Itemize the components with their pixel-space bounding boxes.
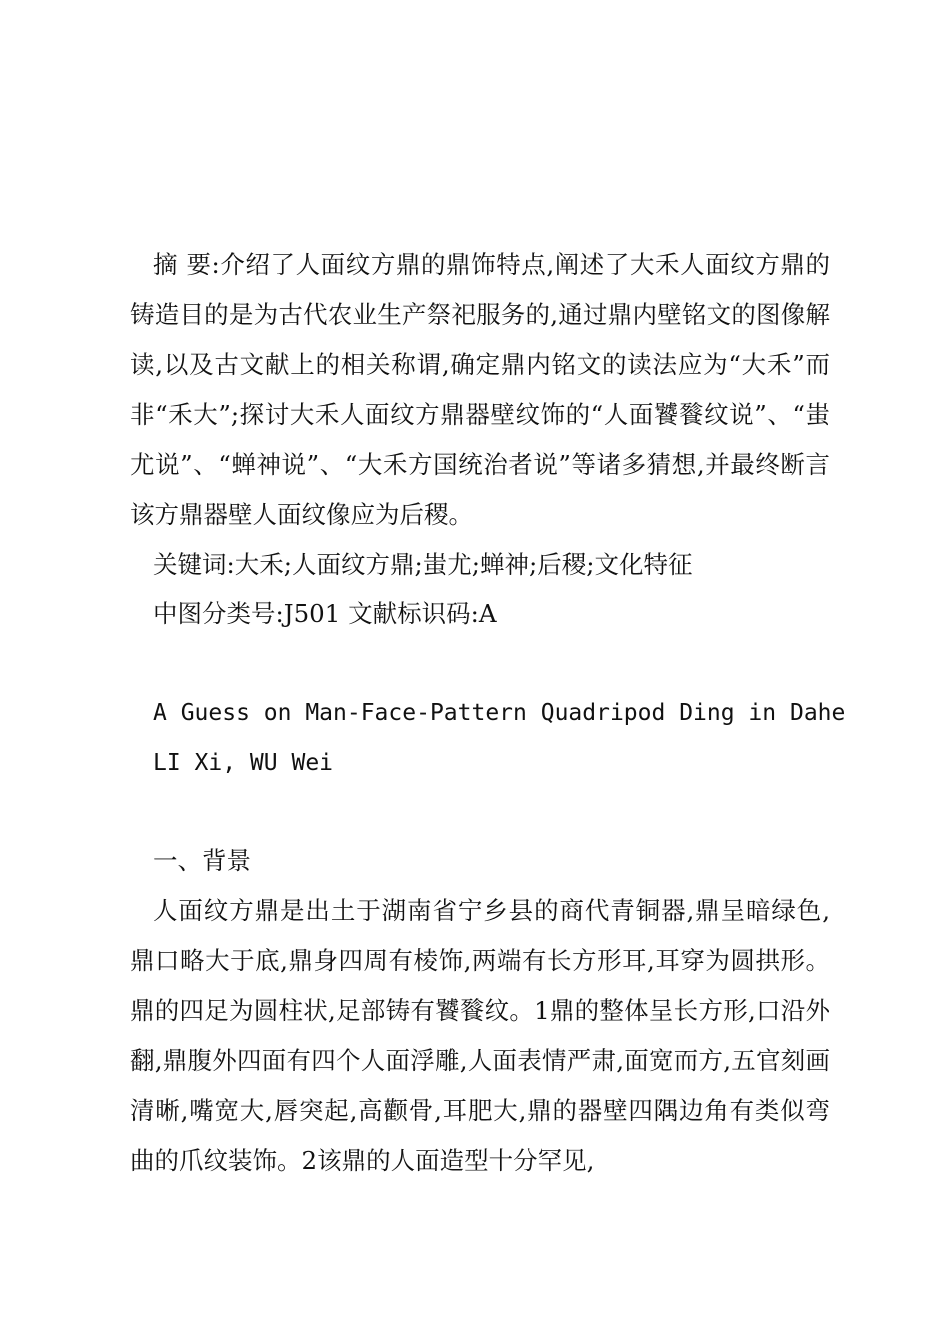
abstract-paragraph: 摘 要:介绍了人面纹方鼎的鼎饰特点,阐述了大禾人面纹方鼎的铸造目的是为古代农业生产祭祀服务的,通过鼎内壁铭文的图像解读,以及古文献上的相关称谓,确定鼎内铭文的读法应为“大禾”而非“禾大”;探讨大禾人面纹方鼎器壁纹饰的“人面饕餮纹说”、“蚩尤说”、“蝉神说”、“大禾方国统治者说”等诸多猜想,并最终断言该方鼎器壁人面纹像应为后稷。	[130, 250, 830, 529]
classification-line: 中图分类号:J501 文献标识码:A	[153, 599, 497, 628]
english-authors: LI Xi, WU Wei	[153, 750, 334, 776]
keywords-line: 关键词:大禾;人面纹方鼎;蚩尤;蝉神;后稷;文化特征	[153, 550, 693, 579]
section-heading: 一、背景	[153, 846, 251, 875]
body-paragraph: 人面纹方鼎是出土于湖南省宁乡县的商代青铜器,鼎呈暗绿色,鼎口略大于底,鼎身四周有棱饰,两端有长方形耳,耳穿为圆拱形。鼎的四足为圆柱状,足部铸有饕餮纹。1鼎的整体呈长方形,口沿外翻,鼎腹外四面有四个人面浮雕,人面表情严肃,面宽而方,五官刻画清晰,嘴宽大,唇突起,高颧骨,耳肥大,鼎的器壁四隅边角有类似弯曲的爪纹装饰。2该鼎的人面造型十分罕见,	[130, 896, 830, 1175]
english-title: A Guess on Man-Face-Pattern Quadripod Ding in Dahe	[153, 700, 846, 726]
